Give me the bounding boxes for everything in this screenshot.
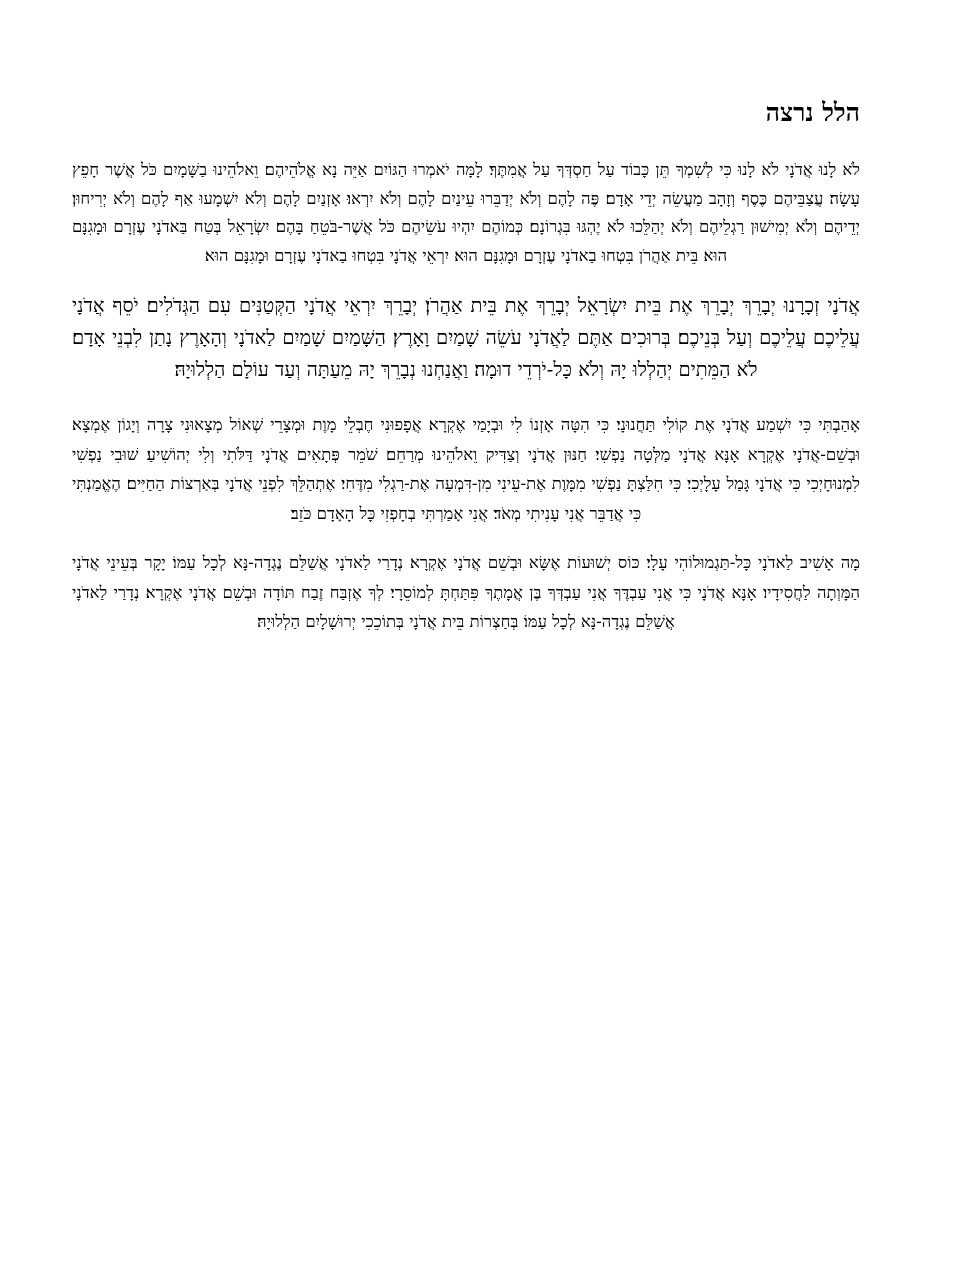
paragraph-text: אֲדֹנָי זְכָרָנוּ יְבָרֵךְ יְבָרֵךְ אֶת בֵּית יִשְׂרָאֵל יְבָרֵךְ אֶת בֵּית אַהֲרֹן׃ יְבָרֵךְ יִרְאֵי אֲדֹנָי הַקְּטַנִּים עִם הַגְּדֹלִים׃ יֹסֵף אֲדֹנָי עֲלֵיכֶם עֲלֵיכֶם וְעַל בְּנֵיכֶם׃ בְּרוּכִים אַתֶּם לַאֲדֹנָי עֹשֵׂה שָׁמַיִם וָאָרֶץ׃ הַשָּׁמַיִם שָׁמַיִם לַאדֹנָי וְהָאָרֶץ נָתַן לִבְנֵי אָדָם׃ לֹא הַמֵּתִים יְהַלְלוּ יָהּ וְלֹא כָּל-יֹרְדֵי דוּמָה׃ וַאֲנַחְנוּ נְבָרֵךְ יָהּ מֵעַתָּה וְעַד עוֹלָם הַלְלוּיָהּ׃ [72, 294, 860, 381]
paragraph-text: אָהַבְתִּי כִּי יִשְׁמַע אֲדֹנָי אֶת קוֹלִי תַּחֲנוּנָי׃ כִּי הִטָּה אָזְנוֹ לִי וּבְיָמַי אֶקְרָא׃ אֲפָפוּנִי חֶבְלֵי מָוֶת וּמְצָרֵי שְׁאוֹל מְצָאוּנִי צָרָה וְיָגוֹן אֶמְצָא׃ וּבְשֵׁם-אֲדֹנָי אֶקְרָא אָנָּא אֲדֹנָי מַלְּטָה נַפְשִׁי׃ חַנּוּן אֲדֹנָי וְצַדִּיק וֵאלֹהֵינוּ מְרַחֵם׃ שֹׁמֵר פְּתָאִים אֲדֹנָי דַּלֹּתִי וְלִי יְהוֹשִׁיעַ׃ שׁוּבִי נַפְשִׁי לִמְנוּחָיְכִי כִּי אֲדֹנָי גָּמַל עָלָיְכִי׃ כִּי חִלַּצְתָּ נַפְשִׁי מִמָּוֶת אֶת-עֵינִי מִן-דִּמְעָה אֶת-רַגְלִי מִדֶּחִי׃ אֶתְהַלֵּךְ לִפְנֵי אֲדֹנָי בְּאַרְצוֹת הַחַיִּים׃ הֶאֱמַנְתִּי כִּי אֲדַבֵּר אֲנִי עָנִיתִי מְאֹד׃ אֲנִי אָמַרְתִּי בְחָפְזִי כָּל הָאָדָם כֹּזֵב׃ [72, 415, 860, 523]
paragraph-text: לֹא לָנוּ אֲדֹנָי לֹא לָנוּ כִּי לְשִׁמְךָ תֵּן כָּבוֹד עַל חַסְדְּךָ עַל אֲמִתֶּךָ׃ לָמָּה יֹאמְרוּ הַגּוֹיִם אַיֵּה נָא אֱלֹהֵיהֶם׃ וֵאלֹהֵינוּ בַשָּׁמָיִם כֹּל אֲשֶׁר חָפֵץ עָשָׂה׃ עֲצַבֵּיהֶם כֶּסֶף וְזָהָב מַעֲשֵׂה יְדֵי אָדָם׃ פֶּה לָהֶם וְלֹא יְדַבֵּרוּ עֵינַיִם לָהֶם וְלֹא יִרְאוּ׃ אָזְנַיִם לָהֶם וְלֹא יִשְׁמָעוּ אַף לָהֶם וְלֹא יְרִיחוּן׃ יְדֵיהֶם וְלֹא יְמִישׁוּן רַגְלֵיהֶם וְלֹא יְהַלֵּכוּ לֹא יֶהְגּוּ בִּגְרוֹנָם׃ כְּמוֹהֶם יִהְיוּ עֹשֵׂיהֶם כֹּל אֲשֶׁר-בֹּטֵחַ בָּהֶם׃ יִשְׂרָאֵל בְּטַח בַּאדֹנָי עֶזְרָם וּמָגִנָּם הוּא׃ בֵּית אַהֲרֹן בִּטְחוּ בַאדֹנָי עֶזְרָם וּמָגִנָּם הוּא׃ יִרְאֵי אֲדֹנָי בִּטְחוּ בַאדֹנָי עֶזְרָם וּמָגִנָּם הוּא׃ [72, 160, 860, 265]
paragraph-lo-lanu [72, 156, 860, 270]
paragraph-ahavti [72, 410, 860, 528]
paragraph-adonai-zecharanu [72, 290, 860, 386]
paragraph-text: מָה אָשִׁיב לַאדֹנָי כָּל-תַּגְמוּלוֹהִי עָלָי׃ כּוֹס יְשׁוּעוֹת אֶשָּׂא וּבְשֵׁם אֲדֹנָי אֶקְרָא׃ נְדָרַי לַאדֹנָי אֲשַׁלֵּם נֶגְדָה-נָּא לְכָל עַמּוֹ׃ יָקָר בְּעֵינֵי אֲדֹנָי הַמָּוְתָה לַחֲסִידָיו׃ אָנָּא אֲדֹנָי כִּי אֲנִי עַבְדֶּךָ אֲנִי עַבְדְּךָ בֶּן אֲמָתֶךָ פִּתַּחְתָּ לְמוֹסֵרָי׃ לְךָ אֶזְבַּח זֶבַח תּוֹדָה וּבְשֵׁם אֲדֹנָי אֶקְרָא׃ נְדָרַי לַאדֹנָי אֲשַׁלֵּם נֶגְדָה-נָּא לְכָל עַמּוֹ׃ בְּחַצְרוֹת בֵּית אֲדֹנָי בְּתוֹכֵכִי יְרוּשָׁלָיִם הַלְלוּיָהּ׃ [72, 553, 860, 631]
page-title: הלל נרצה [765, 98, 860, 127]
paragraph-ma-ashiv [72, 548, 860, 637]
